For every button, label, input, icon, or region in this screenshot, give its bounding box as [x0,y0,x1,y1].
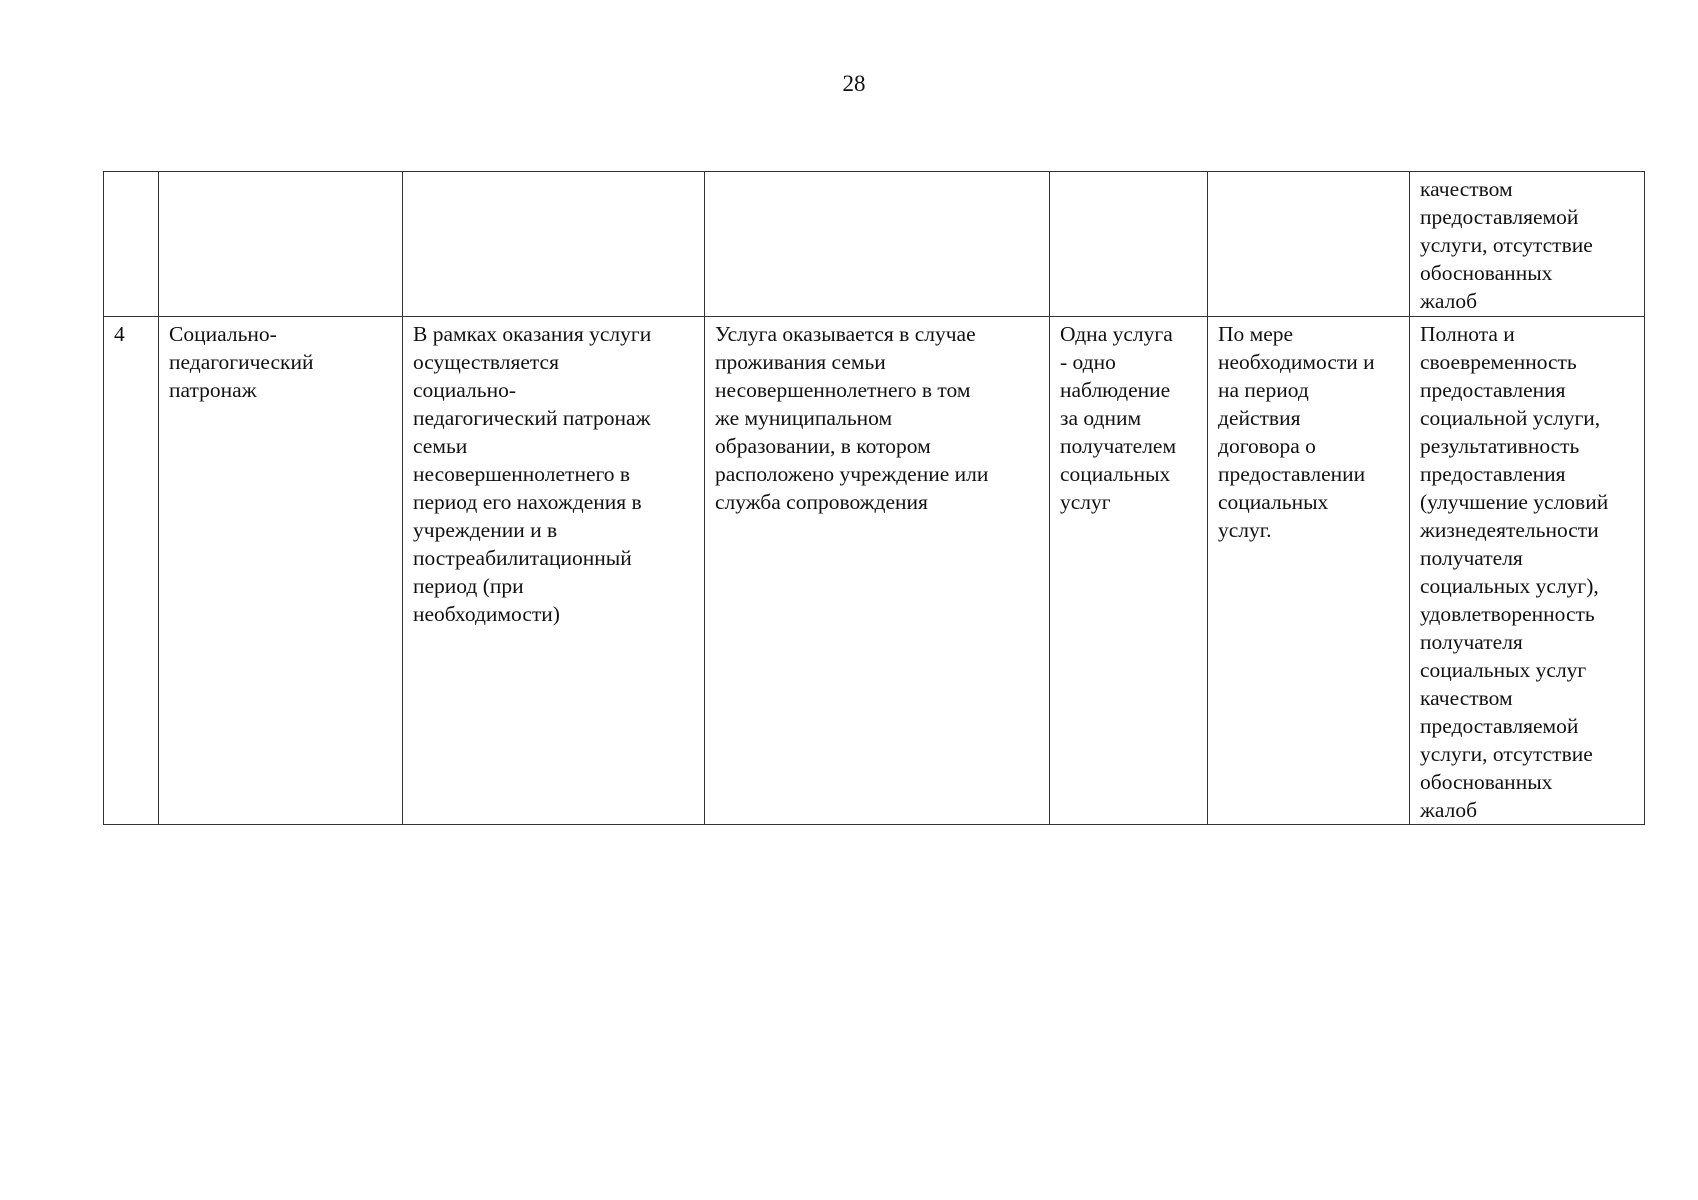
page-number: 28 [842,71,866,96]
cell-number: 4 [104,317,159,825]
cell-conditions [705,172,1050,317]
cell-description: В рамках оказания услуги осуществляется социально- педагогический патронаж семьи несовершеннолетнего в период его нахождения в учреждении и в постреабилитационный период (при необходимости) [403,317,705,825]
cell-term: По мере необходимости и на период действия договора о предоставлении социальных услуг. [1208,317,1410,825]
cell-criteria: Полнота и своевременность предоставления социальной услуги, результативность предоставления (улучшение условий жизнедеятельности получателя социальных услуг), удовлетворенность получателя социальных услуг качеством предоставляемой услуги, отсутствие обоснованных жалоб [1410,317,1645,825]
cell-service-name: Социально- педагогический патронаж [159,317,403,825]
cell-unit: Одна услуга - одно наблюдение за одним получателем социальных услуг [1050,317,1208,825]
cell-description [403,172,705,317]
services-table [103,171,1645,825]
table-row-service-4 [104,317,1645,825]
cell-conditions: Услуга оказывается в случае проживания семьи несовершеннолетнего в том же муниципальном образовании, в котором расположено учреждение или служба сопровождения [705,317,1050,825]
cell-service-name [159,172,403,317]
cell-term [1208,172,1410,317]
table-row-continuation [104,172,1645,317]
cell-unit [1050,172,1208,317]
cell-number [104,172,159,317]
cell-criteria: качеством предоставляемой услуги, отсутствие обоснованных жалоб [1410,172,1645,317]
